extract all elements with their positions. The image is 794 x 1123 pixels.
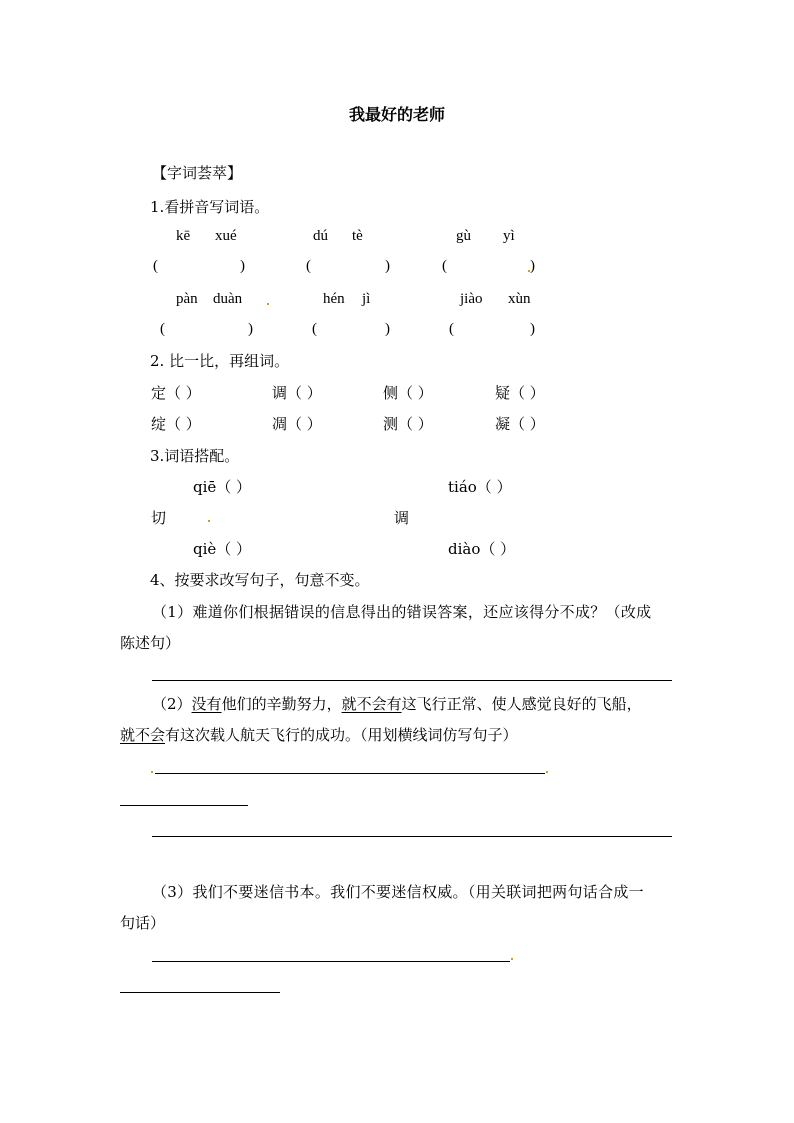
sentence-2-line-2 <box>120 725 518 745</box>
base-char: 调 <box>394 509 410 527</box>
pinyin: jiào <box>460 291 483 307</box>
paren-close: ) <box>385 321 390 337</box>
sentence-1-line-2: 陈述句） <box>120 634 181 652</box>
paren-open: ( <box>442 258 447 274</box>
answer-line[interactable] <box>152 836 672 837</box>
underlined-word: 就不会有 <box>341 695 402 713</box>
sentence-text: 他们的辛勤努力， <box>221 695 342 713</box>
paren-open: ( <box>153 258 158 274</box>
sentence-1-line-1: （1）难道你们根据错误的信息得出的错误答案，还应该得分不成？（改成 <box>152 603 652 621</box>
sentence-3-line-1: （3）我们不要迷信书本。我们不要迷信权威。（用关联词把两句话合成一 <box>152 883 644 901</box>
paren-close: ) <box>248 321 253 337</box>
answer-line[interactable] <box>152 680 672 681</box>
pinyin: gù <box>456 228 471 244</box>
pinyin-blank: qiē（ ） <box>193 478 252 496</box>
pinyin: pàn <box>176 291 198 307</box>
paren-close: ) <box>240 258 245 274</box>
pinyin-blank: tiáo（ ） <box>448 478 512 496</box>
pinyin: duàn <box>213 291 243 307</box>
pinyin: xué <box>215 228 237 244</box>
page-title: 我最好的老师 <box>349 105 446 124</box>
underlined-word: 没有 <box>191 695 222 713</box>
answer-line[interactable] <box>155 773 545 774</box>
compare-item: 绽（ ） <box>151 415 201 433</box>
pinyin: tè <box>352 228 363 244</box>
sentence-text: 这飞行正常、使人感觉良好的飞船， <box>401 695 642 713</box>
compare-item: 调（ ） <box>272 384 322 402</box>
answer-line[interactable] <box>120 805 248 806</box>
item-number: （2） <box>152 695 192 713</box>
compare-item: 凝（ ） <box>495 415 545 433</box>
paren-close: ) <box>530 321 535 337</box>
pinyin: hén <box>323 291 345 307</box>
pinyin: kē <box>176 228 191 244</box>
answer-line[interactable] <box>152 961 510 962</box>
pinyin: dú <box>313 228 328 244</box>
paren-close: ) <box>530 258 535 274</box>
stray-mark <box>511 958 513 960</box>
compare-item: 疑（ ） <box>495 384 545 402</box>
q2-prompt: 2. 比一比，再组词。 <box>150 352 290 370</box>
paren-open: ( <box>160 321 165 337</box>
compare-item: 定（ ） <box>151 384 201 402</box>
paren-open: ( <box>306 258 311 274</box>
stray-mark <box>528 270 530 272</box>
stray-mark <box>546 771 548 773</box>
paren-open: ( <box>312 321 317 337</box>
stray-mark <box>151 771 153 773</box>
pinyin-blank: diào（ ） <box>448 540 516 558</box>
sentence-2-line-1 <box>152 694 642 714</box>
paren-open: ( <box>449 321 454 337</box>
sentence-text: 有这次载人航天飞行的成功。（用划横线词仿写句子） <box>165 726 518 744</box>
compare-item: 侧（ ） <box>383 384 433 402</box>
compare-item: 凋（ ） <box>272 415 322 433</box>
sentence-3-line-2: 句话） <box>120 914 166 932</box>
answer-line[interactable] <box>120 992 280 993</box>
pinyin: jì <box>362 291 371 307</box>
pinyin: yì <box>503 228 515 244</box>
q3-prompt: 3.词语搭配。 <box>150 447 240 465</box>
pinyin: xùn <box>508 291 531 307</box>
underlined-word: 就不会 <box>120 726 166 744</box>
base-char: 切 <box>151 509 167 527</box>
compare-item: 测（ ） <box>383 415 433 433</box>
paren-close: ) <box>385 258 390 274</box>
section-heading: 【字词荟萃】 <box>152 164 243 182</box>
stray-mark <box>267 303 269 305</box>
pinyin-blank: qiè（ ） <box>193 540 252 558</box>
q4-prompt: 4、按要求改写句子，句意不变。 <box>150 571 370 589</box>
q1-prompt: 1.看拼音写词语。 <box>150 198 270 216</box>
stray-mark <box>208 520 210 522</box>
